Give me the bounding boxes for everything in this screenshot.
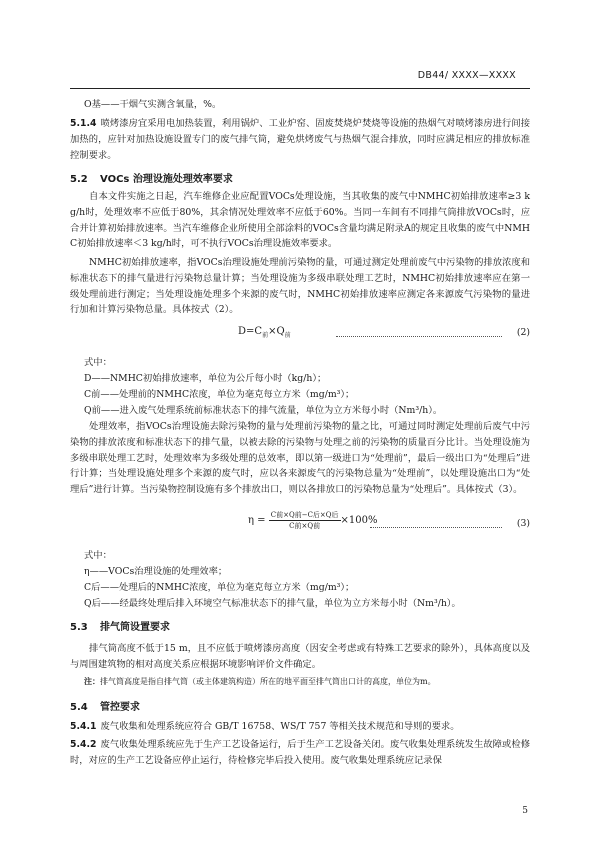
section-number: 5.3 xyxy=(70,622,88,633)
definition-c-before: C前——处理前的NMHC浓度，单位为毫克每立方米（mg/m³）； xyxy=(84,389,355,400)
where-label-1: 式中： xyxy=(84,357,112,368)
clause-5-1-4 xyxy=(70,116,530,163)
document-id-header: DB44/ XXXX—XXXX xyxy=(417,70,516,81)
clause-text: 废气收集和处理系统应符合 GB/T 16758、WS/T 757 等相关技术规范和导则的要求。 xyxy=(100,721,460,732)
header-rule xyxy=(70,88,530,89)
formula-3-number: (3) xyxy=(516,518,530,529)
formula-2: $D=C_前\times Q_前$ xyxy=(238,326,291,339)
section-5-2-heading xyxy=(70,170,233,185)
section-5-4-heading xyxy=(70,698,140,713)
clause-number: 5.4.1 xyxy=(70,721,97,732)
section-5-3-heading xyxy=(70,618,170,633)
formula-3-fraction: $\frac{\text{C前×Q前−C后×Q后}}{\text{C前×Q前}}$ xyxy=(270,511,339,530)
note-stack-height xyxy=(84,676,436,687)
section-title: 排气筒设置要求 xyxy=(100,622,170,633)
section-title: VOCs 治理设施处理效率要求 xyxy=(100,174,233,185)
formula-3-leader xyxy=(370,527,502,528)
formula-2-leader xyxy=(336,336,502,337)
page-number: 5 xyxy=(522,806,528,816)
note-label: 注： xyxy=(84,677,100,686)
definition-q-after: Q后——经最终处理后排入环境空气标准状态下的排气量，单位为立方米每小时（Nm³/h）。 xyxy=(84,598,461,609)
section-number: 5.4 xyxy=(70,702,88,713)
note-text: 排气筒高度是指自排气筒（或主体建筑构造）所在的地平面至排气筒出口计的高度，单位为m。 xyxy=(100,677,436,686)
clause-number: 5.4.2 xyxy=(70,739,97,750)
oxygen-definition: O基——干烟气实测含氧量，%。 xyxy=(84,99,222,110)
section-title: 管控要求 xyxy=(100,702,140,713)
clause-text: 喷烤漆房宜采用电加热装置，利用锅炉、工业炉窑、固废焚烧炉焚烧等设施的热烟气对喷烤漆房进行间接加热的，应针对加热设施设置专门的废气排气筒，避免烘烤废气与热烟气混合排放，同时应满足相应的排放标准控制要求。 xyxy=(70,118,530,161)
clause-5-4-2 xyxy=(70,737,530,769)
section-number: 5.2 xyxy=(70,174,88,185)
where-label-2: 式中： xyxy=(84,550,112,561)
definition-eta: η——VOCs治理设施的处理效率； xyxy=(84,566,228,577)
definition-d: D——NMHC初始排放速率，单位为公斤每小时（kg/h）； xyxy=(84,373,327,384)
clause-number: 5.1.4 xyxy=(70,118,97,129)
definition-c-after: C后——处理后的NMHC浓度，单位为毫克每立方米（mg/m³）； xyxy=(84,582,355,593)
clause-text: 废气收集处理系统应先于生产工艺设备运行，后于生产工艺设备关闭。废气收集处理系统发生故障或检修时，对应的生产工艺设备应停止运行，待检修完毕后投入使用。废气收集处理系统应记录保 xyxy=(70,739,530,766)
formula-3: η = $\frac{\text{C前×Q前−C后×Q后}}{\text{C前×Q前}}$ ×100% xyxy=(248,511,378,530)
clause-5-4-1 xyxy=(70,719,530,735)
formula-2-number: (2) xyxy=(516,327,530,338)
paragraph-initial-rate: NMHC初始排放速率，指VOCs治理设施处理前污染物的量，可通过测定处理前废气中污染物的排放浓度和标准状态下的排气量进行污染物总量计算；当处理设施为多级串联处理工艺时，NMHC初始排放速率应在第一级处理前进行测定；当处理设施处理多个来源的废气时，NMHC初始排放速率应测定各来源废气污染物的量进行加和计算污染物总量。具体按式（2）。 xyxy=(70,257,530,316)
definition-q-before: Q前——进入废气处理系统前标准状态下的排气流量，单位为立方米每小时（Nm³/h）。 xyxy=(84,405,443,416)
paragraph-treatment-efficiency: 处理效率，指VOCs治理设施去除污染物的量与处理前污染物的量之比，可通过同时测定处理前后废气中污染物的排放浓度和标准状态下的排气量，以被去除的污染物与处理之前的污染物的质量百分比计。当处理设施为多级串联处理工艺时，处理效率为多级处理的总效率，即以第一级进口为“处理前”，最后一级出口为“处理后”进行计算；当处理设施处理多个来源的废气时，应以各来源废气的污染物总量为“处理前”，以处理设施出口为“处理后”进行计算。当污染物控制设施有多个排放出口，则以各排放口的污染物总量为“处理后”。具体按式（3）。 xyxy=(70,421,530,496)
paragraph-efficiency-requirement: 自本文件实施之日起，汽车维修企业应配置VOCs处理设施，当其收集的废气中NMHC初始排放速率≥3 kg/h时，处理效率不应低于80%，其余情况处理效率不应低于60%。当同一车间有不同排气筒排放VOCs时，应合并计算初始排放速率。当汽车维修企业所使用全部涂料的VOCs含量均满足附录A的规定且收集的废气中NMHC初始排放速率＜3 kg/h时，可不执行VOCs治理设施效率要求。 xyxy=(70,191,530,250)
paragraph-stack-height: 排气筒高度不低于15 m，且不应低于喷烤漆房高度（因安全考虑或有特殊工艺要求的除外），具体高度以及与周围建筑物的相对高度关系应根据环境影响评价文件确定。 xyxy=(70,643,530,670)
